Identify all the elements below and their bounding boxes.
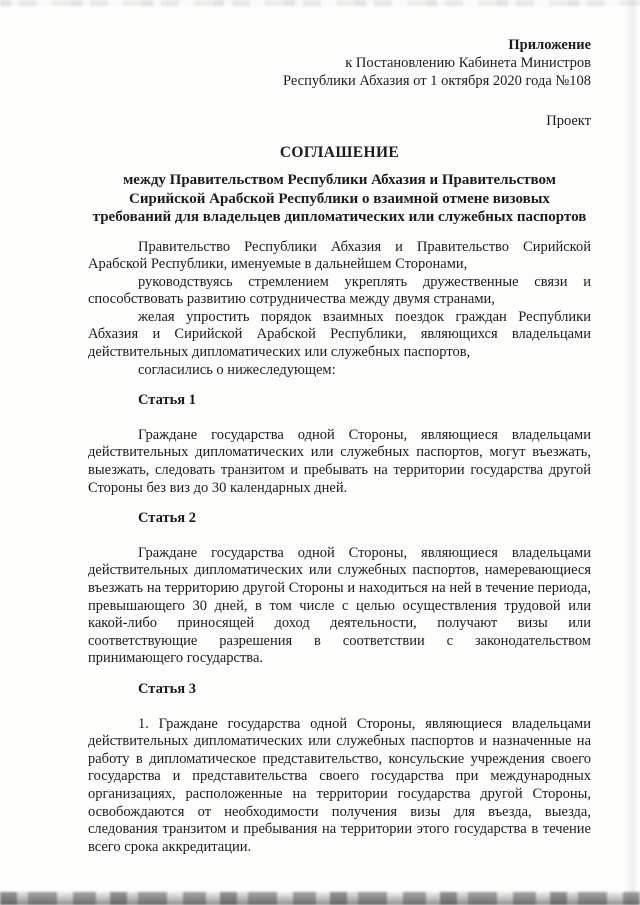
article-2-text: Граждане государства одной Стороны, являющиеся владельцами действительных дипломатических или служебных паспортов, намеревающиеся въезжать на территорию другой Стороны и находиться на ней в течение периода, превышающего 30 дней, в том числе с целью осуществления трудовой или какой-либо приносящей доход деятельности, получают визы или соответствующие разрешения в соответствии с законодательством принимающего государства.	[88, 544, 591, 667]
annex-line-republic-date: Республики Абхазия от 1 октября 2020 года №108	[282, 73, 591, 89]
article-1-text: Граждане государства одной Стороны, являющиеся владельцами действительных дипломатических или служебных паспортов, могут въезжать, выезжать, следовать транзитом и пребывать на территории государства другой Стороны без виз до 30 календарных дней.	[88, 426, 591, 496]
scan-artifact-top	[0, 0, 640, 6]
preamble-paragraph-wishing: желая упростить порядок взаимных поездок граждан Республики Абхазия и Сирийской Арабской Республики, являющихся владельцами действительных дипломатических или служебных паспортов,	[88, 308, 591, 361]
annex-line-decree: к Постановлению Кабинета Министров	[345, 55, 591, 71]
annex-header	[88, 36, 591, 90]
article-3-text: 1. Граждане государства одной Стороны, являющиеся владельцами действительных дипломатических или служебных паспортов и назначенные на работу в дипломатическое представительство, консульские учреждения своего государства и представительства своего государства при международных организациях, расположенные на территории государства другой Стороны, освобождаются от необходимости получения визы для въезда, выезда, следования транзитом и пребывания на территории этого государства в течение всего срока аккредитации.	[88, 715, 591, 855]
document-content	[88, 36, 591, 856]
document-title: СОГЛАШЕНИЕ	[279, 144, 400, 161]
preamble-paragraph-parties: Правительство Республики Абхазия и Правительство Сирийской Арабской Республики, именуемые в дальнейшем Сторонами,	[88, 238, 591, 273]
article-1-heading: Статья 1	[138, 392, 196, 409]
article-3-heading: Статья 3	[138, 680, 196, 697]
scan-artifact-bottom	[0, 892, 640, 905]
document-subtitle: между Правительством Республики Абхазия и Правительством Сирийской Арабской Республики о взаимной отмене визовых требований для владельцев дипломатических или служебных паспортов	[92, 172, 587, 225]
preamble-paragraph-agreed: согласились о нижеследующем:	[138, 361, 336, 378]
draft-label: Проект	[546, 113, 591, 129]
annex-label: Приложение	[508, 37, 591, 53]
article-2-heading: Статья 2	[138, 510, 196, 527]
scan-artifact-right-streak	[625, 0, 638, 905]
preamble-paragraph-guided: руководствуясь стремлением укреплять дружественные связи и способствовать развитию сотрудничества между двумя странами,	[88, 273, 591, 308]
